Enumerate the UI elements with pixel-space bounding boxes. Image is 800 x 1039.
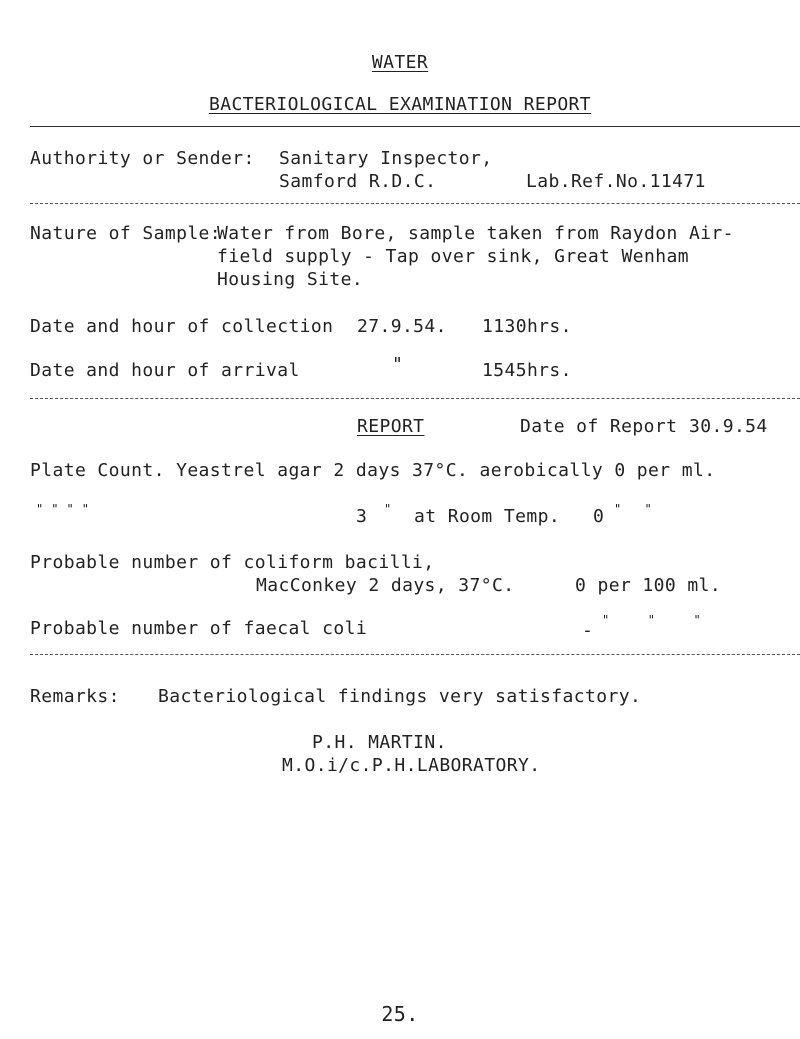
faecal-coli-label: Probable number of faecal coli	[30, 618, 368, 639]
page-number: 25.	[381, 1002, 419, 1026]
sample-divider	[30, 398, 800, 399]
header-divider	[30, 126, 800, 127]
signatory-title: M.O.i/c.P.H.LABORATORY.	[282, 755, 541, 776]
coliform-value: 0 per 100 ml.	[575, 575, 722, 596]
faecal-coli-value: -	[582, 620, 594, 641]
report-date: 30.9.54	[689, 416, 768, 437]
faecal-coli-unit-ditto: " " "	[602, 613, 702, 627]
sender-divider	[30, 203, 800, 204]
plate-count-line2-days: 3	[356, 506, 368, 527]
sender-place: Samford R.D.C.	[279, 171, 437, 192]
plate-count-line2-ditto: " " " "	[36, 502, 90, 516]
report-heading: REPORT	[357, 416, 425, 437]
plate-count-line1: Plate Count. Yeastrel agar 2 days 37°C. aerobically 0 per ml.	[30, 460, 716, 481]
collection-time: 1130hrs.	[482, 316, 572, 337]
sample-description-line1: Water from Bore, sample taken from Raydon Air-	[217, 223, 734, 244]
coliform-label: Probable number of coliform bacilli,	[30, 552, 435, 573]
sample-label: Nature of Sample:	[30, 223, 222, 244]
signatory-name: P.H. MARTIN.	[312, 732, 447, 753]
results-divider	[30, 654, 800, 655]
sender-label: Authority or Sender:	[30, 148, 255, 169]
lab-reference: Lab.Ref.No.11471	[526, 171, 706, 192]
report-date-label: Date of Report	[520, 416, 678, 437]
coliform-medium: MacConkey 2 days, 37°C.	[256, 575, 515, 596]
arrival-time: 1545hrs.	[482, 360, 572, 381]
arrival-date-ditto: "	[392, 354, 404, 375]
document-title: WATER	[371, 52, 429, 73]
collection-label: Date and hour of collection	[30, 316, 334, 337]
remarks-label: Remarks:	[30, 686, 120, 707]
collection-date: 27.9.54.	[357, 316, 447, 337]
plate-count-line2-days-ditto: "	[384, 502, 392, 516]
remarks-text: Bacteriological findings very satisfactory.	[158, 686, 642, 707]
plate-count-line2-value: 0	[593, 506, 605, 527]
sample-description-line2: field supply - Tap over sink, Great Wenham	[217, 246, 689, 267]
plate-count-line2-condition: at Room Temp.	[414, 506, 561, 527]
sender-name: Sanitary Inspector,	[279, 148, 493, 169]
sample-description-line3: Housing Site.	[217, 269, 364, 290]
plate-count-line2-unit-ditto: " "	[614, 502, 653, 516]
arrival-label: Date and hour of arrival	[30, 360, 300, 381]
document-subtitle: BACTERIOLOGICAL EXAMINATION REPORT	[208, 94, 592, 115]
